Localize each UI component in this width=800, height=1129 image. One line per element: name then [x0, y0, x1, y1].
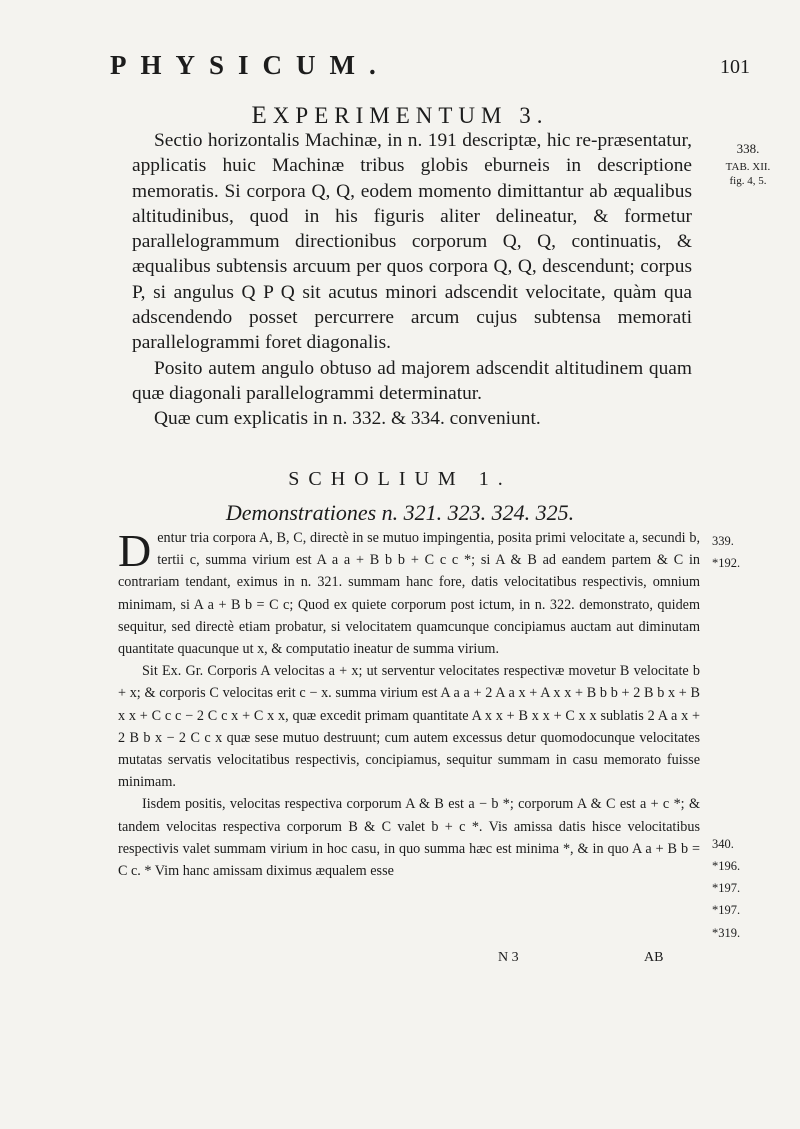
- scholium-heading: SCHOLIUM 1.: [288, 468, 512, 490]
- margin-paragraph-number: 338.: [736, 141, 760, 156]
- margin-plate-reference: TAB. XII. fig. 4, 5.: [725, 161, 771, 187]
- experiment-heading: [140, 102, 660, 130]
- experiment-paragraph: Quæ cum explicatis in n. 332. & 334. conveniunt.: [154, 408, 541, 430]
- margin-cross-reference: *197.: [712, 881, 741, 895]
- scholium-body: [118, 527, 700, 882]
- margin-paragraph-number: 340.: [712, 837, 734, 851]
- margin-cross-reference: *319.: [712, 926, 741, 940]
- page-number: 101: [720, 56, 750, 78]
- experiment-paragraph: Posito autem angulo obtuso ad majorem adscendit altitudinem quam quæ diagonali parallelogrammi determinatur.: [132, 357, 692, 404]
- scholium-paragraph: [118, 527, 700, 660]
- margin-cross-reference: *197.: [712, 903, 741, 917]
- signature-mark: N 3: [498, 950, 519, 965]
- running-head: [110, 50, 750, 86]
- drop-cap: D: [118, 525, 152, 576]
- experiment-body: [132, 128, 692, 432]
- margin-cross-reference: *192.: [712, 556, 741, 570]
- demonstrations-subheading: Demonstrationes n. 321. 323. 324. 325.: [225, 500, 575, 525]
- scholium-paragraph-text: entur tria corpora A, B, C, directè in se mutuo impingentia, posita primi velocitate a, secundi b, tertii c, summa virium est A a a + B b b + C c c *; si A & B ad eandem partem & C in contrariam tendant, eximus in n. 321. summam hanc fore, datis velocitatibus respectivis, omnium minimam, si A a + B b = C c; Quod ex quiete corporum post ictum, in n. 322. demonstrato, quidem sequitur, sed directè etiam probatur, si velocitatem quamcunque concipiamus auctam aut diminutam quantitate quacunque ut x, & computatio ineatur de summa virium.: [118, 530, 700, 658]
- catchword: AB: [644, 950, 664, 965]
- scholium-paragraph: Iisdem positis, velocitas respectiva corporum A & B est a − b *; corporum A & C est a + c *; & tandem velocitas respectiva corporum B & C valet b + c *. Vis amissa datis hisce velocitatibus respectivis valet summam virium in hoc casu, in quo summa hæc est minima *, & in quo A a + B b = C c. * Vim hanc amissam diximus æqualem esse: [118, 796, 700, 880]
- experiment-heading-rest: XPERIMENTUM 3.: [272, 103, 549, 128]
- experiment-paragraph: Sectio horizontalis Machinæ, in n. 191 descriptæ, hic re-præsentatur, applicatis huic Machinæ tribus globis eburneis in descriptione memoratis. Si corpora Q, Q, eodem momento dimittantur ab æqualibus altitudinibus, quod in his figuris aliter delineatur, & formetur parallelogrammum directionibus corporum Q, Q, continuatis, & æqualibus subtensis arcuum per quos corpora Q, Q, descendunt; corpus P, si angulus Q P Q sit acutus minori adscendit velocitate, quàm qua adscendendo posset percurrere arcum cujus subtensa memorati parallelogrammi foret diagonalis.: [132, 130, 692, 354]
- margin-cross-reference: *196.: [712, 859, 741, 873]
- running-title: PHYSICUM.: [110, 50, 390, 80]
- scholium-paragraph: Sit Ex. Gr. Corporis A velocitas a + x; ut serventur velocitates respectivæ movetur B velocitate b + x; & corporis C velocitas erit c − x. summa virium est A a a + 2 A a x + A x x + B b b + 2 B b x + B x x + C c c − 2 C c x + C x x, quæ excedit primam quantitate A x x + B x x + C x x sublatis 2 A a x + 2 B b x − 2 C c x quæ sese mutuo destruunt; cum autem excessus detur quomodocunque velocitates mutatas servatis velocitatibus respectivis, concipiamus, sequitur summam in casu memorato fuisse minimam.: [118, 663, 700, 791]
- experiment-heading-initial: E: [251, 102, 273, 129]
- margin-paragraph-number: 339.: [712, 534, 734, 548]
